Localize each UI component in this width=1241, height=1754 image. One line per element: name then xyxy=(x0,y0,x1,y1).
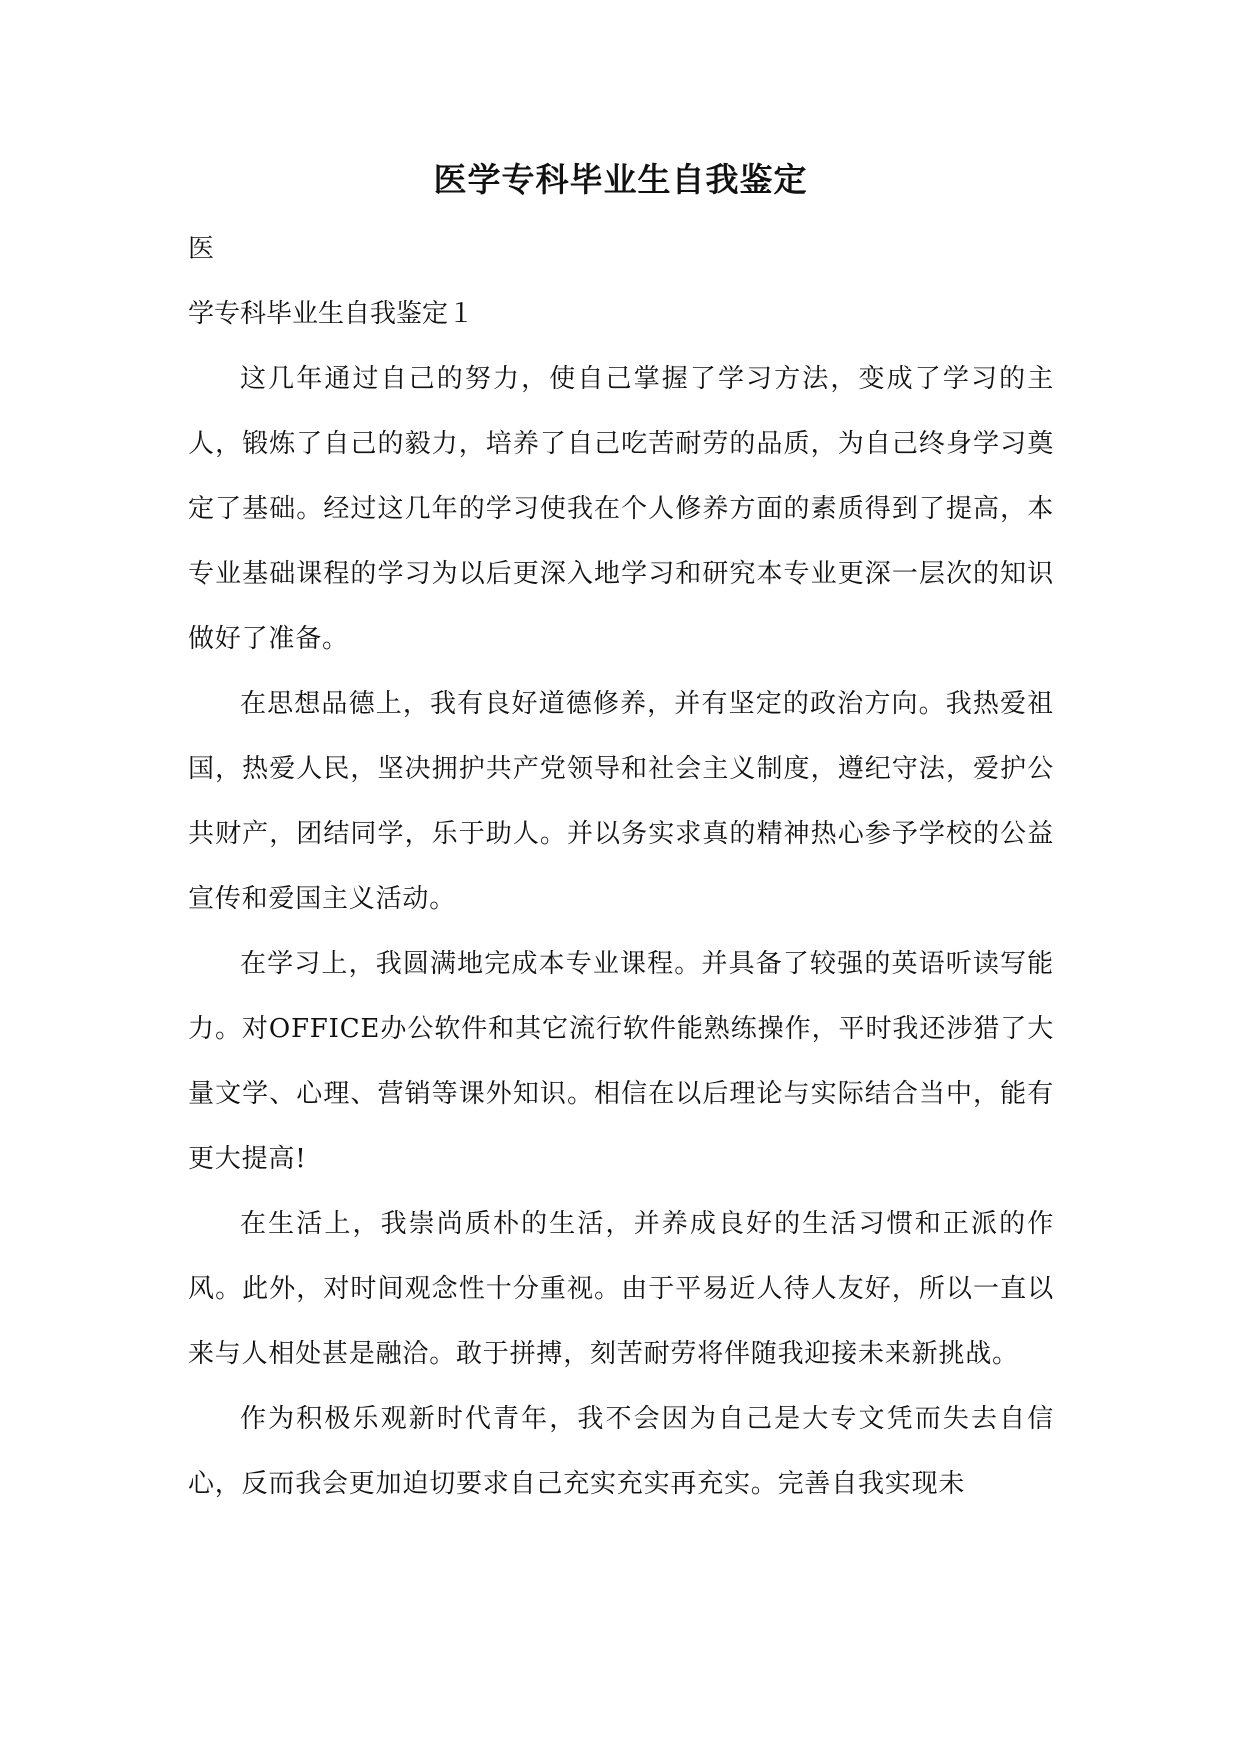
document-body xyxy=(188,217,1054,1517)
paragraph-1: 这几年通过自己的努力，使自己掌握了学习方法，变成了学习的主人，锻炼了自己的毅力，培养了自己吃苦耐劳的品质，为自己终身学习奠定了基础。经过这几年的学习使我在个人修养方面的素质得到了提高，本专业基础课程的学习为以后更深入地学习和研究本专业更深一层次的知识做好了准备。 xyxy=(188,364,1054,654)
paragraph-2: 在思想品德上，我有良好道德修养，并有坚定的政治方向。我热爱祖国，热爱人民，坚决拥护共产党领导和社会主义制度，遵纪守法，爱护公共财产，团结同学，乐于助人。并以务实求真的精神热心参予学校的公益宣传和爱国主义活动。 xyxy=(188,689,1054,914)
paragraph-5: 作为积极乐观新时代青年，我不会因为自己是大专文凭而失去自信心，反而我会更加迫切要求自己充实充实再充实。完善自我实现未 xyxy=(188,1404,1054,1499)
heading-line-1: 医 xyxy=(188,234,215,264)
heading-line-2: 学专科毕业生自我鉴定１ xyxy=(188,299,475,329)
document-title: 医学专科毕业生自我鉴定 xyxy=(433,160,808,199)
paragraph-3: 在学习上，我圆满地完成本专业课程。并具备了较强的英语听读写能力。对OFFICE办公软件和其它流行软件能熟练操作，平时我还涉猎了大量文学、心理、营销等课外知识。相信在以后理论与实际结合当中，能有更大提高! xyxy=(188,949,1054,1174)
paragraph-4: 在生活上，我崇尚质朴的生活，并养成良好的生活习惯和正派的作风。此外，对时间观念性十分重视。由于平易近人待人友好，所以一直以来与人相处甚是融洽。敢于拼搏，刻苦耐劳将伴随我迎接未来新挑战。 xyxy=(188,1209,1054,1369)
